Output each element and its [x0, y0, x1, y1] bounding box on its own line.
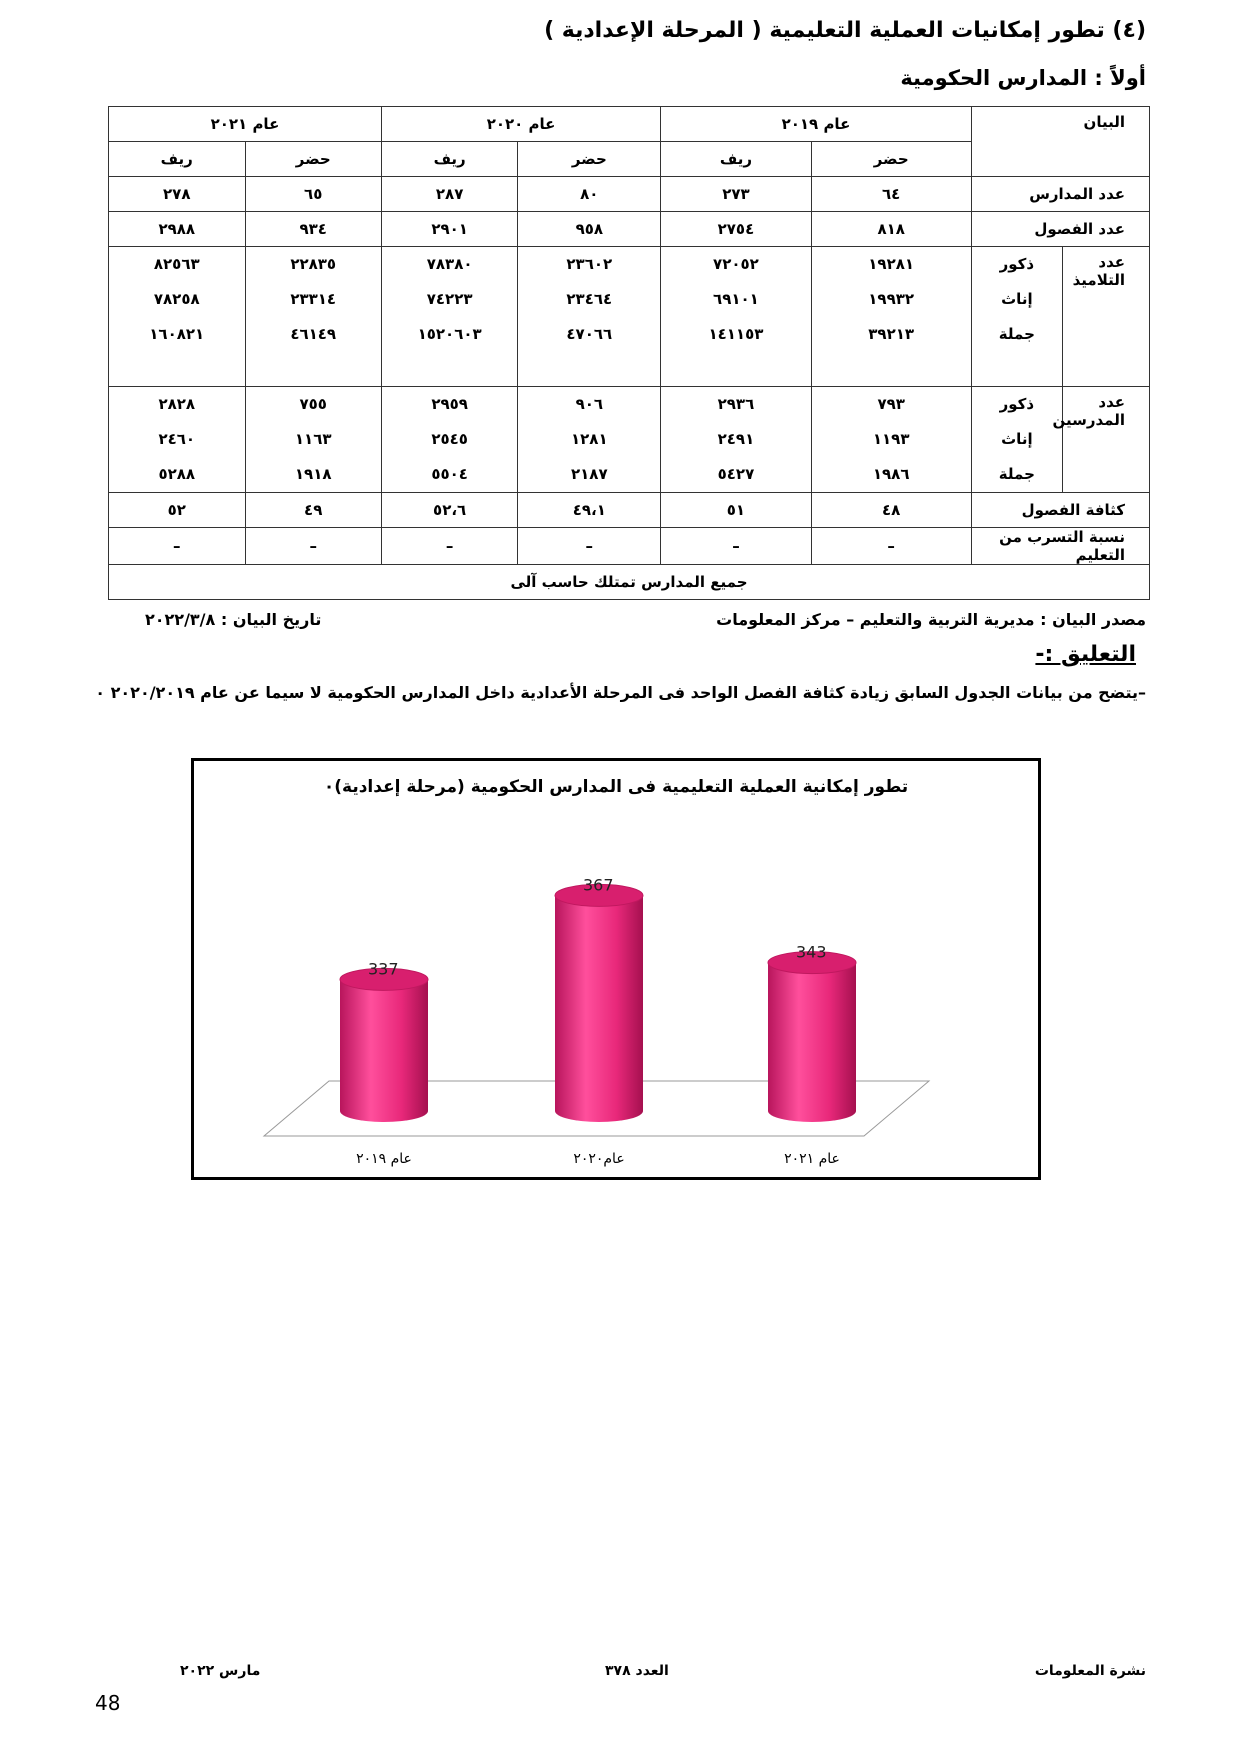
sub-label-total: جملة — [998, 325, 1035, 343]
header-rural: ريف — [109, 142, 246, 177]
page-title: (٤) تطور إمكانيات العملية التعليمية ( المرحلة الإعدادية ) — [544, 18, 1146, 43]
table-cell: – — [811, 528, 971, 565]
table-cell: ٥٥٠٤ — [431, 465, 468, 483]
table-cell: ٨٠ — [518, 177, 661, 212]
category-label: عام ٢٠٢١ — [784, 1151, 840, 1167]
table-row-classes — [109, 212, 1150, 247]
table-row-density — [109, 493, 1150, 528]
bar-body — [555, 895, 643, 1122]
table-cell: ٢٧٣ — [661, 177, 811, 212]
bar-2 — [555, 884, 643, 1122]
table-row-teachers — [109, 387, 1150, 493]
section-subtitle: أولاً : المدارس الحكومية — [900, 66, 1146, 90]
table-cell: ٦٩١٠١ — [713, 290, 759, 308]
table-cell: ٢١٨٧ — [570, 465, 608, 483]
row-label: عدد المدرسين — [1063, 387, 1150, 493]
table-row-footer — [109, 565, 1150, 600]
row-label: نسبة التسرب من التعليم — [971, 528, 1149, 565]
row-label: عدد المدارس — [971, 177, 1149, 212]
table-cell: – — [381, 528, 517, 565]
comment-heading: التعليق :- — [1035, 642, 1136, 667]
table-cell: – — [661, 528, 811, 565]
table-cell: ٣٩٢١٣ — [868, 325, 915, 343]
sub-label-males: ذكور — [999, 255, 1035, 273]
bar-3 — [768, 952, 856, 1122]
table-row-dropout — [109, 528, 1150, 565]
table-cell: ٨١٨ — [811, 212, 971, 247]
table-cell: ٥١ — [661, 493, 811, 528]
table-cell: ٨٢٥٦٣ — [153, 255, 200, 273]
table-cell: ٤٩ — [245, 493, 381, 528]
data-label: 343 — [796, 942, 827, 962]
bar-body — [768, 963, 856, 1122]
table-cell: ١٩١٨ — [294, 465, 332, 483]
table-cell: ٩٣٤ — [245, 212, 381, 247]
table-cell: ٧٩٣ — [877, 395, 905, 413]
header-year-2021: عام ٢٠٢١ — [109, 107, 382, 142]
sub-label-total: جملة — [998, 465, 1035, 483]
table-cell: ٢٢٨٣٥ — [290, 255, 337, 273]
table-cell: ١٤١١٥٣ — [708, 325, 764, 343]
table-row-schools — [109, 177, 1150, 212]
table-cell: ٢٤٦٠ — [158, 430, 196, 448]
header-urban: حضر — [811, 142, 971, 177]
table-cell: ١٢٨١ — [570, 430, 608, 448]
row-label: كثافة الفصول — [971, 493, 1149, 528]
table-cell: ٢٩٣٦ — [717, 395, 755, 413]
table-cell: ٧٤٢٢٣ — [426, 290, 473, 308]
sub-label-females: إناث — [1001, 290, 1033, 308]
table-cell: ٢٣٣١٤ — [290, 290, 337, 308]
bar-chart — [194, 761, 1038, 1177]
page-number: 48 — [95, 1691, 121, 1715]
header-year-2020: عام ٢٠٢٠ — [381, 107, 660, 142]
data-label: 337 — [368, 959, 399, 979]
footer-issue: العدد ٣٧٨ — [605, 1663, 669, 1679]
data-date: تاريخ البيان : ٢٠٢٢/٣/٨ — [145, 610, 322, 629]
header-rural: ريف — [381, 142, 517, 177]
table-cell: ٩٥٨ — [518, 212, 661, 247]
header-urban: حضر — [518, 142, 661, 177]
table-cell: ٢٤٩١ — [717, 430, 755, 448]
table-cell: ١٩٩٣٢ — [868, 290, 915, 308]
bar-body — [340, 979, 428, 1122]
table-cell: – — [109, 528, 246, 565]
chart-title: تطور إمكانية العملية التعليمية فى المدارس الحكومية (مرحلة إعدادية)٠ — [323, 777, 909, 797]
table-cell: ٢٥٤٥ — [431, 430, 468, 448]
footer-month: مارس ٢٠٢٢ — [180, 1663, 261, 1679]
table-cell: – — [245, 528, 381, 565]
table-cell: ٢٧٨ — [109, 177, 246, 212]
sub-label-males: ذكور — [999, 395, 1035, 413]
table-cell: ١٩٨٦ — [872, 465, 910, 483]
header-urban: حضر — [245, 142, 381, 177]
table-cell: ١١٩٣ — [872, 430, 910, 448]
header-year-2019: عام ٢٠١٩ — [661, 107, 971, 142]
table-cell: ٩٠٦ — [575, 395, 604, 413]
table-cell: ٧٥٥ — [299, 395, 327, 413]
table-cell: ٤٩،١ — [518, 493, 661, 528]
table-cell: ٢٧٥٤ — [661, 212, 811, 247]
table-cell: ٧٢٠٥٢ — [713, 255, 759, 273]
table-cell: ٤٧٠٦٦ — [566, 325, 613, 343]
sub-label-females: إناث — [1001, 430, 1033, 448]
table-cell: ١٩٢٨١ — [868, 255, 915, 273]
table-cell: ٤٦١٤٩ — [290, 325, 337, 343]
table-cell: ٢٨٢٨ — [158, 395, 196, 413]
table-cell: ٥٢ — [109, 493, 246, 528]
table-cell: ٤٨ — [811, 493, 971, 528]
table-cell: ١٦٠٨٢١ — [149, 325, 205, 343]
row-label: عدد الفصول — [971, 212, 1149, 247]
schools-statistics-table — [108, 106, 1150, 600]
table-cell: ٢٣٦٠٢ — [566, 255, 613, 273]
row-label: عدد التلاميذ — [1063, 247, 1150, 387]
category-label: عام٢٠٢٠ — [573, 1151, 625, 1167]
table-cell: ٥٢٨٨ — [158, 465, 196, 483]
category-label: عام ٢٠١٩ — [356, 1151, 412, 1167]
bar-1 — [340, 968, 428, 1122]
footer-publication: نشرة المعلومات — [1034, 1663, 1146, 1679]
data-source: مصدر البيان : مديرية التربية والتعليم – مركز المعلومات — [716, 610, 1146, 629]
table-cell: ٧٨٣٨٠ — [426, 255, 473, 273]
table-cell: ٢٩٥٩ — [431, 395, 468, 413]
header-rural: ريف — [661, 142, 811, 177]
chart-container — [191, 758, 1041, 1180]
table-cell: ٥٢،٦ — [381, 493, 517, 528]
table-cell: ١١٦٣ — [294, 430, 332, 448]
header-label: البيان — [971, 107, 1149, 177]
table-cell: ٢٣٤٦٤ — [566, 290, 613, 308]
table-row-students — [109, 247, 1150, 387]
table-footer-note: جميع المدارس تمتلك حاسب آلى — [109, 565, 1150, 600]
table-cell: ٥٤٢٧ — [717, 465, 755, 483]
table-cell: ٢٨٧ — [381, 177, 517, 212]
table-cell: ١٥٢٠٦٠٣ — [417, 325, 482, 343]
table-cell: ٢٩٨٨ — [109, 212, 246, 247]
data-label: 367 — [583, 875, 614, 895]
table-cell: – — [518, 528, 661, 565]
table-cell: ٦٥ — [245, 177, 381, 212]
comment-text: –يتضح من بيانات الجدول السابق زيادة كثافة الفصل الواحد فى المرحلة الأعدادية داخل المدارس الحكومية لا سيما عن عام ٢٠٢٠/٢٠١٩ ٠ — [95, 683, 1146, 702]
table-cell: ٧٨٢٥٨ — [153, 290, 200, 308]
table-cell: ٦٤ — [811, 177, 971, 212]
table-cell: ٢٩٠١ — [381, 212, 517, 247]
